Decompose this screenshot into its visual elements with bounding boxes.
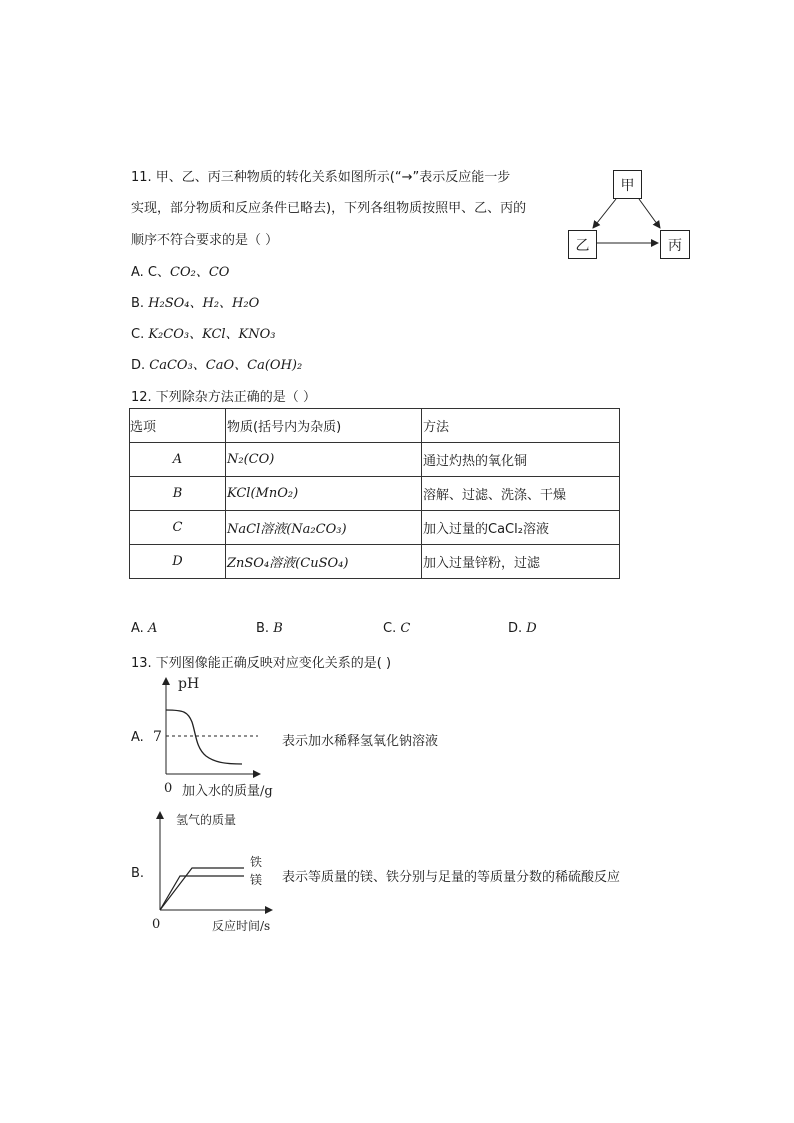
q11-option-c — [131, 323, 276, 342]
q11-option-d-formula: CaCO₃、CaO、Ca(OH)₂ — [149, 358, 303, 373]
answer-letter: A — [147, 621, 158, 636]
row-method: 通过灼热的氧化铜 — [422, 443, 620, 477]
row-substance: KCl(MnO₂) — [226, 477, 422, 511]
q13-graph-a-desc: 表示加水稀释氢氧化钠溶液 — [282, 734, 439, 749]
row-method: 加入过量的CaCl₂溶液 — [422, 511, 620, 545]
q13-graph-b-label: B. — [131, 866, 145, 881]
q12-table — [129, 408, 620, 579]
row-method: 加入过量锌粉，过滤 — [422, 545, 620, 579]
q11-option-d-prefix: D. — [131, 358, 150, 373]
table-row — [130, 511, 620, 545]
answer-prefix: A. — [131, 621, 148, 636]
q11-option-b-formula: H₂SO₄、H₂、H₂O — [148, 296, 260, 311]
q13-graph-b-desc: 表示等质量的镁、铁分别与足量的等质量分数的稀硫酸反应 — [282, 870, 621, 885]
table-row — [130, 443, 620, 477]
q13-graph-a — [150, 674, 290, 802]
answer-prefix: B. — [256, 621, 274, 636]
x-axis-label: 加入水的质量/g — [182, 784, 273, 799]
row-substance: NaCl溶液(Na₂CO₃) — [226, 511, 422, 545]
q12-answer-d — [508, 621, 537, 636]
arrow-jia-to-bing — [639, 199, 660, 228]
answer-letter: D — [526, 621, 537, 636]
answer-letter: B — [273, 621, 283, 636]
row-substance: ZnSO₄溶液(CuSO₄) — [226, 545, 422, 579]
diagram-box-jia: 甲 — [613, 170, 642, 199]
answer-prefix: D. — [508, 621, 527, 636]
q13-graph-b — [148, 806, 298, 936]
x-axis-label: 反应时间/s — [212, 919, 271, 933]
row-option: A — [130, 443, 226, 477]
answer-prefix: C. — [383, 621, 401, 636]
q11-option-c-prefix: C. — [131, 327, 149, 342]
row-option: C — [130, 511, 226, 545]
series-label-magnesium: 镁 — [250, 873, 263, 887]
header-substance: 物质(括号内为杂质) — [226, 409, 422, 443]
q11-option-b-prefix: B. — [131, 296, 149, 311]
arrow-jia-to-yi — [593, 199, 616, 228]
y-axis-label: 氢气的质量 — [176, 813, 237, 827]
q11-stem-line3: 顺序不符合要求的是（ ） — [131, 233, 279, 248]
q11-option-c-formula: K₂CO₃、KCl、KNO₃ — [148, 327, 276, 342]
q13-graph-a-label: A. — [131, 730, 144, 745]
row-option: B — [130, 477, 226, 511]
table-header-row — [130, 409, 620, 443]
q13-stem: 13. 下列图像能正确反映对应变化关系的是( ) — [131, 656, 392, 671]
q11-stem-line1: 11. 甲、乙、丙三种物质的转化关系如图所示(“→”表示反应能一步 — [131, 170, 511, 185]
diagram-box-bing: 丙 — [660, 230, 690, 259]
q11-option-a-formula: CO₂、CO — [170, 265, 230, 280]
answer-letter: C — [400, 621, 411, 636]
table-row — [130, 477, 620, 511]
tick-label-7: 7 — [153, 729, 162, 745]
table-row — [130, 545, 620, 579]
q11-option-d — [131, 354, 302, 373]
q11-stem-line2: 实现，部分物质和反应条件已略去)，下列各组物质按照甲、乙、丙的 — [131, 201, 527, 216]
row-option: D — [130, 545, 226, 579]
q12-answer-c — [383, 621, 410, 636]
q12-stem: 12. 下列除杂方法正确的是（ ） — [131, 390, 316, 405]
q11-option-b — [131, 292, 259, 311]
q12-answer-b — [256, 621, 283, 636]
q12-answer-a — [131, 621, 157, 636]
q11-option-a-prefix: A. C、 — [131, 265, 171, 280]
row-substance: N₂(CO) — [226, 443, 422, 477]
series-label-iron: 铁 — [250, 855, 263, 869]
y-axis-label: pH — [178, 676, 200, 692]
ph-curve — [166, 710, 242, 764]
header-option: 选项 — [130, 409, 226, 443]
origin-label: 0 — [152, 917, 161, 932]
origin-label: 0 — [164, 781, 173, 796]
row-method: 溶解、过滤、洗涤、干燥 — [422, 477, 620, 511]
header-method: 方法 — [422, 409, 620, 443]
q11-option-a — [131, 261, 229, 280]
diagram-box-yi: 乙 — [568, 230, 597, 259]
